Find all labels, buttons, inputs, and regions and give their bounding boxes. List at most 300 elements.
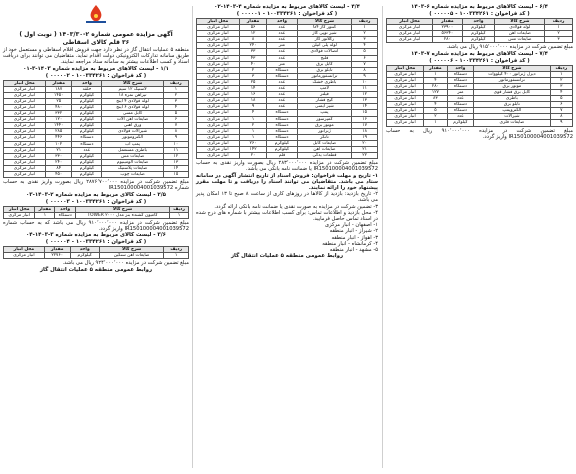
table-cell: اتصالات فولادی <box>297 49 351 55</box>
table-cell: دستگاه <box>267 67 298 73</box>
table-cell: ۴ <box>239 110 266 116</box>
table-cell: ۳۳۰ <box>45 153 72 159</box>
table-cell: ۵۶ <box>239 25 266 31</box>
table-cell: ۱ <box>352 25 378 31</box>
table-cell: کیلوگرم <box>462 31 495 37</box>
table-cell: ۱۸۷ <box>45 86 72 92</box>
table-cell: دستگاه <box>267 122 298 128</box>
column-header: واحد <box>462 19 495 25</box>
table-cell: ۲۴۰ <box>239 43 266 49</box>
table-cell: کیلوگرم <box>72 165 102 171</box>
table-cell: انبار مرکزی <box>197 140 240 146</box>
table-cell: ۱۲ <box>352 92 378 98</box>
table-cell: ۲ <box>352 31 378 37</box>
table-cell: انبار مرکزی <box>387 96 424 102</box>
note-text: مبلغ تضمین شرکت در مزایده ۲۸۳٬۰۰۰٬۰۰۰ ریال بصورت واریز نقدی به حساب IR150100004001039572 یا ضمانت نامه بانکی می باشد. <box>196 160 379 173</box>
table-cell: کیلوگرم <box>267 146 298 152</box>
section-heading: ۳/۶ - لیست کالای مربوط به مزایده شماره ۳-۱۴۰۳-۰۴ <box>26 232 166 239</box>
table-cell: انبار مرکزی <box>387 83 424 89</box>
column-header: شرح کالا <box>495 19 545 25</box>
table-cell: کیلوگرم <box>462 25 495 31</box>
table-cell: ۲۳۹۰۰ <box>433 25 462 31</box>
section-code: ( کد فراخوان : ۱۰۰۳۳۴۲۶۱ - ۰۰۰۰۰۱ ) <box>236 11 338 17</box>
table-cell: ۱۲ <box>239 31 266 37</box>
table-row <box>4 253 189 259</box>
table-cell: ۸ <box>239 37 266 43</box>
table-cell: عدد <box>267 104 298 110</box>
list-item: ۴- کرمانشاه - انبار منطقه <box>322 240 378 247</box>
table-cell: ۶ <box>550 102 572 108</box>
column-header: واحد <box>267 19 298 25</box>
table-cell: ۲۸۵ <box>45 129 72 135</box>
table-cell: ۲۰ <box>352 140 378 146</box>
table-cell: انبار مرکزی <box>197 122 240 128</box>
table-cell: ۴۳ <box>239 55 266 61</box>
table-cell: دستگاه <box>267 128 298 134</box>
column-header: مقدار <box>424 65 448 71</box>
table-cell: دستگاه <box>447 108 473 114</box>
table-cell: انبار مرکزی <box>387 77 424 83</box>
table-cell: ۴۰ <box>239 61 266 67</box>
table-cell: کامیون کشنده بنز مدل TOWER ۲۰۰۰ <box>75 212 169 218</box>
note-text: مبلغ تضمین شرکت در مزایده ۲۸۷۶٬۷۰۰٬۰۰۰ ریال بصورت واریز نقدی به حساب شماره IR150100004001039572 <box>3 179 190 192</box>
table-cell: باطری <box>474 96 551 102</box>
paragraph: ۴- محل بازدید و اطلاعات تماس: برای کسب اطلاعات بیشتر با شماره های درج شده در اسناد تماس حاصل فرمایید. <box>196 209 378 222</box>
table-cell: انبار مرکزی <box>4 111 46 117</box>
table-cell: عدد <box>267 79 298 85</box>
section-code: ( کد فراخوان : ۱۰۰۳۳۴۲۶۱ - ۰۰۰۰۰۳ ) <box>45 198 147 205</box>
table-cell: کیلوگرم <box>72 159 102 165</box>
table-cell: حلقه <box>72 86 102 92</box>
table-cell: ۳ <box>163 98 188 104</box>
location-list <box>193 222 381 253</box>
table-cell: ۲۸۰ <box>433 37 462 43</box>
table-cell: ۱۱ <box>352 86 378 92</box>
table-cell: کنتور گاز G۴ <box>297 25 351 31</box>
section-heading: ۷/۴ - لیست کالاهای مربوط به مزایده شماره ۷-۱۴۰۳ <box>411 50 548 57</box>
column-header: محل انبار <box>387 19 433 25</box>
table-cell: انبار مرکزی <box>4 135 46 141</box>
table-cell: ۶ <box>163 117 188 123</box>
column-header: مقدار <box>239 19 266 25</box>
section-heading: ۱/۱ - لیست کالاهای مربوط به مزایده شماره ۱۴۰۳-۳-۰۱ <box>23 65 169 72</box>
table-cell: دستگاه <box>72 135 102 141</box>
table-cell: انبار مرکزی <box>4 165 46 171</box>
table-cell: رگلاتور گاز <box>297 37 351 43</box>
table-cell: ۸۳ <box>424 96 448 102</box>
column-header: محل انبار <box>387 65 424 71</box>
table-cell: فلنج <box>297 55 351 61</box>
table-cell: متر <box>267 43 298 49</box>
column-header: ردیف <box>170 206 189 212</box>
table-cell: ۲۵ <box>45 98 72 104</box>
table-cell: ضایعات آلومینیوم <box>102 159 163 165</box>
table-cell: انبار مرکزی <box>197 146 240 152</box>
table-cell: ۱۲ <box>163 153 188 159</box>
table-cell: شیرآلات <box>474 114 551 120</box>
table-cell: فیلتر <box>297 92 351 98</box>
table-cell: ۲ <box>163 92 188 98</box>
table-cell: ۳ <box>239 73 266 79</box>
table-cell: ۲۱ <box>352 146 378 152</box>
table-cell: ۱۴ <box>163 165 188 171</box>
table-cell: انبار مرکزی <box>4 86 46 92</box>
table-cell: موتور برق <box>297 122 351 128</box>
table-cell: تابلو برق <box>297 67 351 73</box>
column-header: محل انبار <box>4 206 35 212</box>
table-cell: کمپرسور <box>297 116 351 122</box>
table-cell: کیلوگرم <box>70 253 99 259</box>
table-cell: الکتروموتور <box>102 135 163 141</box>
section-code: ( کد فراخوان : ۱۰۰۳۳۴۲۶۱ - ۰۰۰۰۰۲ ) <box>45 72 147 79</box>
table-cell: ۷ <box>352 61 378 67</box>
table-cell: دستگاه <box>267 110 298 116</box>
items-table <box>196 18 378 159</box>
table-cell: ۴۴۶ <box>45 135 72 141</box>
table-cell: ترانسفورماتور <box>297 73 351 79</box>
table-cell: دستگاه <box>447 71 473 77</box>
table-cell: انبار مرکزی <box>197 43 240 49</box>
table-cell: ۲۶۰ <box>239 140 266 146</box>
table-cell: عدد <box>447 114 473 120</box>
table-cell: ۱۳ <box>352 98 378 104</box>
table-cell: کیلوگرم <box>267 140 298 146</box>
table-cell: دستگاه <box>267 134 298 140</box>
table-cell: انبار مرکزی <box>387 114 424 120</box>
column-header: شرح کالا <box>297 19 351 25</box>
table-cell: ۲ <box>424 114 448 120</box>
table-cell: ۱ <box>550 71 572 77</box>
table-cell: انبار مرکزی <box>197 25 240 31</box>
table-cell: ۱ <box>35 212 55 218</box>
table-cell: ۱۰۲ <box>45 141 72 147</box>
table-cell: لامپ <box>297 86 351 92</box>
table-cell: ۱۲۰ <box>45 117 72 123</box>
table-cell: ۲ <box>239 122 266 128</box>
table-cell: ۳ <box>352 37 378 43</box>
table-cell: ۱ <box>164 253 189 259</box>
table-row <box>387 120 573 126</box>
table-cell: انبار مرکزی <box>4 159 46 165</box>
column-header: واحد <box>55 206 76 212</box>
table-cell: عدد <box>267 92 298 98</box>
table-cell: ۲۸۰ <box>424 83 448 89</box>
table-cell: کیلوگرم <box>72 153 102 159</box>
table-cell: ۴ <box>352 43 378 49</box>
table-cell: ۳ <box>545 37 573 43</box>
table-cell: ۷ <box>163 123 188 129</box>
table-cell: ۱۴۵۰ <box>45 92 72 98</box>
page-title: آگهی مزایده عمومی شماره ۲-۱۴۰۳/۳۰ ( نوبت اول ) <box>19 31 173 38</box>
table-cell: انبار مرکزی <box>4 141 46 147</box>
table-cell: ۱۸ <box>352 128 378 134</box>
table-cell: کیلوگرم <box>72 98 102 104</box>
table-cell: ضایعات آهن آلات <box>102 117 163 123</box>
list-item: ۳- اهواز - انبار منطقه <box>331 234 378 241</box>
table-cell: ۵ <box>163 111 188 117</box>
table-cell: لوله فولادی <box>495 25 545 31</box>
table-cell: انبار مرکزی <box>197 104 240 110</box>
table-cell: ۱۹ <box>352 134 378 140</box>
table-cell: ۲۰ <box>239 153 266 159</box>
table-cell: انبار مرکزی <box>4 123 46 129</box>
table-cell: ۳ <box>550 83 572 89</box>
table-cell: قطعات یدکی <box>297 153 351 159</box>
table-cell: انبار مرکزی <box>387 102 424 108</box>
table-cell: انبار مرکزی <box>197 110 240 116</box>
note-text: مبلغ تضمین شرکت در مزایده ۹۱۰٬۰۰۰٬۰۰۰ ریال به حساب IR150100004001039572 واریز گردد. <box>386 127 573 140</box>
table-cell: عدد <box>267 31 298 37</box>
section-heading: ۶/۴ - لیست کالاهای مربوط به مزایده شماره ۶-۱۴۰۳ <box>411 4 548 10</box>
table-cell: ۹ <box>550 120 572 126</box>
column-header: واحد <box>70 247 99 253</box>
column-header: مقدار <box>433 19 462 25</box>
paragraph: ۲- تاریخ بازدید: بازدید از کالاها در روزهای کاری از ساعت ۸ صبح تا ۱۳ امکان پذیر می باشد. <box>196 191 378 204</box>
intro-text: منطقه ۵ عملیات انتقال گاز در نظر دارد جهت فروش اقلام اسقاطی و مستعمل خود از طریق سامانه تدارکات الکترونیکی دولت اقدام نماید. متقاضیان می توانند برای دریافت اسناد و کسب اطلاعات بیشتر به سامانه ستاد مراجعه نمایند. <box>3 47 189 66</box>
column-header: شرح کالا <box>102 80 163 86</box>
note-text: مبلغ تضمین شرکت در مزایده ۹۱۰٬۰۰۰٬۰۰۰ ریال می باشد که به حساب شماره IR150100004001039572 واریز گردد. <box>3 219 189 232</box>
table-cell: ۱ <box>239 116 266 122</box>
table-cell: انبار مرکزی <box>197 79 240 85</box>
table-cell: ۱۸ <box>239 98 266 104</box>
items-table <box>3 80 189 179</box>
table-cell: ۲ <box>239 67 266 73</box>
table-cell: دستگاه <box>447 77 473 83</box>
column-header: ردیف <box>550 65 572 71</box>
table-cell: ۱ <box>424 71 448 77</box>
table-cell: انبار مرکزی <box>387 31 433 37</box>
footer-text: روابط عمومی منطقه ۵ عملیات انتقال گاز <box>230 253 344 260</box>
table-cell: انبار مرکزی <box>197 92 240 98</box>
column-header: محل انبار <box>4 247 45 253</box>
table-cell: ۴ <box>424 77 448 83</box>
table-cell: متر <box>447 89 473 95</box>
table-cell: کیلوگرم <box>447 120 473 126</box>
table-cell: ۱۰ <box>352 79 378 85</box>
column-header: مقدار <box>45 80 72 86</box>
items-table <box>3 206 189 219</box>
table-cell: ۱۴ <box>239 86 266 92</box>
table-cell: ۹ <box>163 135 188 141</box>
items-table <box>386 18 573 43</box>
table-cell: انبار مرکزی <box>197 67 240 73</box>
column-header: شرح کالا <box>474 65 551 71</box>
column-left <box>0 0 192 474</box>
table-cell: انبار مرکزی <box>4 153 46 159</box>
table-cell: ۱۴۲ <box>239 146 266 152</box>
table-cell: دستگاه <box>447 83 473 89</box>
section-heading: ۲/۵ - لیست کالای مربوط به مزایده شماره ۲-۱۴۰۳-۰۳ <box>26 191 166 198</box>
paragraph: ۳- تضمین شرکت در مزایده به صورت نقدی یا ضمانت نامه بانکی ارائه گردد. <box>214 203 378 210</box>
table-cell: شیر توپی گاز <box>297 31 351 37</box>
table-cell: ۱ <box>545 25 573 31</box>
table-cell: ۱ <box>239 128 266 134</box>
table-cell: ۱۲۷ <box>424 89 448 95</box>
table-cell: انبار مرکزی <box>387 25 433 31</box>
table-cell: انبار مرکزی <box>197 116 240 122</box>
table-cell: گیج فشار <box>297 98 351 104</box>
table-cell: ضایعات آهن سنگین <box>99 253 164 259</box>
table-cell: ضایعات آهن <box>495 31 545 37</box>
table-cell: ۸ <box>163 129 188 135</box>
table-cell: انبار مرکزی <box>4 117 46 123</box>
table-cell: کیلوگرم <box>72 172 102 178</box>
table-cell: انبار مرکزی <box>197 128 240 134</box>
table-cell: انبار مرکزی <box>4 212 35 218</box>
table-cell: انبار مرکزی <box>387 37 433 43</box>
table-cell: انبار مرکزی <box>4 129 46 135</box>
table-cell: ۳۳۲ <box>45 111 72 117</box>
list-item: ۱- اصفهان - انبار مرکزی <box>325 222 378 229</box>
table-cell: انبار مرکزی <box>197 98 240 104</box>
table-cell: ۱۳ <box>163 159 188 165</box>
table-cell: شیرآلات فولادی <box>102 129 163 135</box>
table-cell: قلم <box>267 153 298 159</box>
table-cell: انبار مرکزی <box>4 98 46 104</box>
table-cell: دستگاه <box>267 116 298 122</box>
table-cell: ۴ <box>424 102 448 108</box>
table-cell: کیلوگرم <box>72 129 102 135</box>
table-cell: دستگاه <box>55 212 76 218</box>
section-code: ( کد فراخوان : ۱۰۰۳۳۴۲۶۱ - ۰۰۰۰۰۵ ) <box>429 11 530 17</box>
table-cell: الکتروپمپ <box>474 108 551 114</box>
table-cell: کیلوگرم <box>72 117 102 123</box>
table-cell: لاستیک ۱۲ سیم <box>102 86 163 92</box>
table-cell: دستگاه <box>72 141 102 147</box>
table-row <box>197 153 378 159</box>
table-cell: ۶ <box>352 55 378 61</box>
table-cell: ۷ <box>550 108 572 114</box>
table-cell: ۱۵ <box>163 172 188 178</box>
column-header: محل انبار <box>4 80 46 86</box>
table-cell: ۱۶ <box>239 92 266 98</box>
table-cell: ۸ <box>550 114 572 120</box>
table-row <box>387 37 573 43</box>
table-cell: انبار مرکزی <box>197 134 240 140</box>
column-header: واحد <box>72 80 102 86</box>
table-cell: انبار مرکزی <box>197 153 240 159</box>
table-cell: عدد <box>267 55 298 61</box>
table-cell: ۲۴۰ <box>45 159 72 165</box>
column-header: واحد <box>447 65 473 71</box>
table-cell: ضایعات فلزی <box>474 120 551 126</box>
table-cell: انبار مرکزی <box>387 120 424 126</box>
items-table <box>386 65 573 127</box>
table-row <box>4 212 189 218</box>
company-logo-icon <box>76 2 116 32</box>
table-cell: ضایعات مس <box>102 153 163 159</box>
table-cell: ۱۰ <box>163 141 188 147</box>
table-cell: عدد <box>447 96 473 102</box>
table-cell: کابل برق <box>297 61 351 67</box>
table-cell: عدد <box>267 98 298 104</box>
note-text: مبلغ تضمین شرکت در مزایده ۹۱۵٬۰۰۰٬۰۰۰ ریال می باشد. <box>446 44 573 51</box>
column-header: محل انبار <box>197 19 240 25</box>
table-cell: ورق آهنی <box>102 123 163 129</box>
table-cell: ۴ <box>550 89 572 95</box>
table-cell: تیرآهن نمره ۱۸ <box>102 92 163 98</box>
table-cell: کیلوگرم <box>72 104 102 110</box>
table-cell: انبار مرکزی <box>197 37 240 43</box>
table-cell: لوله فولادی ۶ اینچ <box>102 104 163 110</box>
table-cell: کابل مسی <box>102 111 163 117</box>
table-cell: دستگاه <box>447 102 473 108</box>
paragraph: ۱- تاریخ و مهلت فراخوان: فروش اسناد از تاریخ انتشار آگهی در سامانه ستاد می باشد. متقاضیان می توانند اسناد را دریافت و تا مهلت مقرر پیشنهاد خود را ارائه نمایند. <box>196 172 378 191</box>
page-subtitle: ۳۶ قلم کالای اسقاطی <box>62 39 130 46</box>
table-cell: ۲۲۷۶۰ <box>44 253 70 259</box>
table-cell: ۱۴ <box>352 104 378 110</box>
table-cell: عدد <box>267 25 298 31</box>
table-cell: دیزل ژنراتور ۴۰۰ کیلووات <box>474 71 551 77</box>
table-cell: ضایعات چوب <box>102 172 163 178</box>
table-cell: ۴۸۰ <box>45 104 72 110</box>
table-cell: کیلوگرم <box>72 123 102 129</box>
table-cell: عدد <box>267 37 298 43</box>
table-cell: ۱ <box>170 212 189 218</box>
footer-text: روابط عمومی منطقه ۵ عملیات انتقال گاز <box>39 266 153 273</box>
column-header: مقدار <box>35 206 55 212</box>
table-cell: باطری خشک <box>297 79 351 85</box>
table-cell: ژنراتور <box>297 128 351 134</box>
table-cell: ۱ <box>239 134 266 140</box>
column-middle <box>193 0 381 474</box>
column-header: مقدار <box>44 247 70 253</box>
column-header: ردیف <box>164 247 189 253</box>
table-cell: ۱ <box>163 86 188 92</box>
table-cell: انبار مرکزی <box>4 147 46 153</box>
table-cell: ۵ <box>352 49 378 55</box>
table-cell: لوله پلی اتیلن <box>297 43 351 49</box>
table-cell: تانکر <box>297 134 351 140</box>
table-cell: عدد <box>72 147 102 153</box>
table-cell: ۹ <box>239 104 266 110</box>
table-cell: انبار مرکزی <box>4 253 45 259</box>
table-cell: ۱۷ <box>352 122 378 128</box>
table-cell: انبار مرکزی <box>4 92 46 98</box>
table-cell: ۲۵ <box>239 79 266 85</box>
column-header: شرح کالا <box>75 206 169 212</box>
table-cell: ۸۴ <box>45 165 72 171</box>
column-header: ردیف <box>352 19 378 25</box>
note-text: مبلغ تضمین شرکت در مزایده ۹۲۴٬۰۰۰٬۰۰۰ ریال می باشد. <box>62 260 189 267</box>
table-cell: ۲۱ <box>45 147 72 153</box>
table-cell: کیلوگرم <box>72 111 102 117</box>
table-cell: ضایعات پلاستیک <box>102 165 163 171</box>
table-cell: کیلوگرم <box>462 37 495 43</box>
table-cell: ۹ <box>352 73 378 79</box>
table-cell: ضایعات کابل <box>297 140 351 146</box>
column-header: ردیف <box>545 19 573 25</box>
section-code: ( کد فراخوان : ۱۰۰۳۳۴۲۶۱ - ۰۰۰۰۰۶ ) <box>429 57 530 64</box>
table-cell: ۴۵۰ <box>45 172 72 178</box>
table-cell: ۱۱ <box>163 147 188 153</box>
table-cell: ۴ <box>163 104 188 110</box>
list-item: ۵- مشهد - انبار منطقه <box>329 247 378 253</box>
section-heading: ۴/۴ - لیست کالاهای مربوط به مزایده شماره ۴-۱۴۰۳-۰۲ <box>214 4 360 10</box>
column-header: ردیف <box>163 80 188 86</box>
table-cell: ۱۵ <box>352 110 378 116</box>
table-cell: ۸ <box>352 67 378 73</box>
table-cell: انبار مرکزی <box>387 108 424 114</box>
table-cell: ۵۶۳۴۰ <box>433 31 462 37</box>
table-cell: ۳۳ <box>239 49 266 55</box>
table-cell: ۲ <box>550 77 572 83</box>
table-cell: تابلو برق <box>474 102 551 108</box>
table-cell: ضایعات آهن <box>297 146 351 152</box>
table-cell: ۱۴۴۰ <box>45 123 72 129</box>
table-cell: انبار مرکزی <box>197 49 240 55</box>
table-cell: عدد <box>267 49 298 55</box>
